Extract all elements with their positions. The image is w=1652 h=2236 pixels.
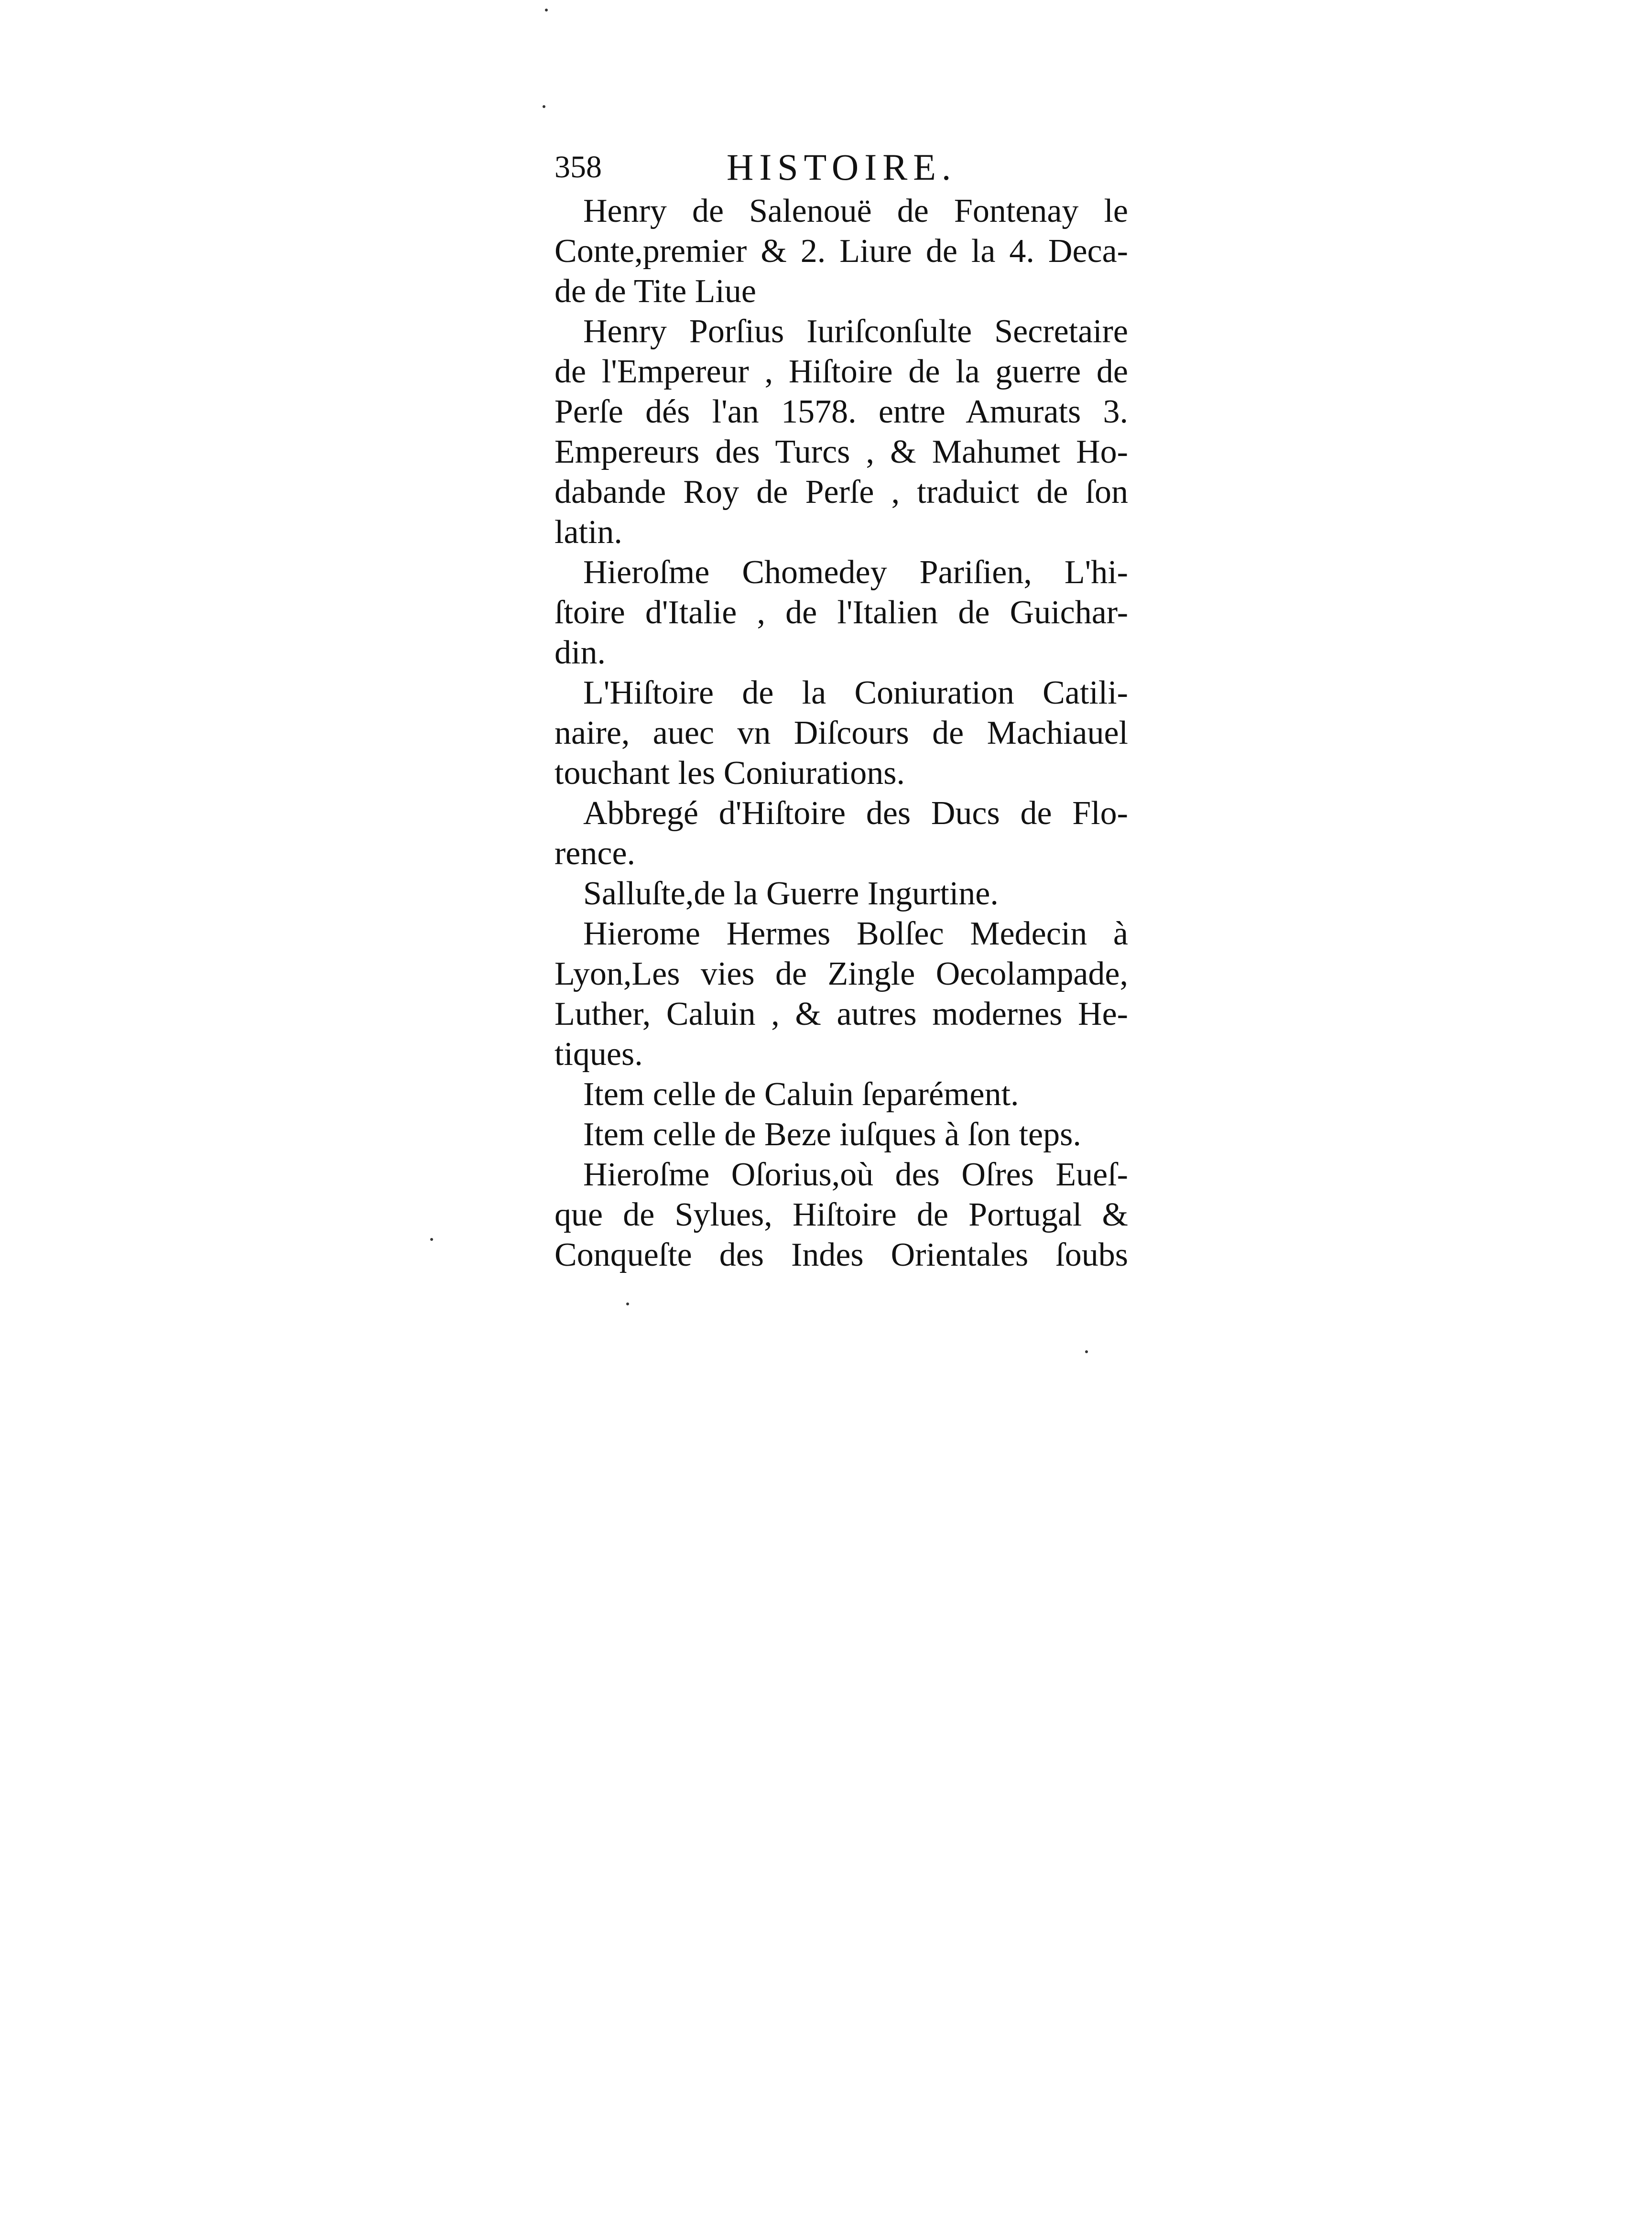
ink-speck [626, 1303, 629, 1305]
entry-chomedey [554, 553, 1128, 673]
entry-line: ſtoire d'Italie , de l'Italien de Guichar- [554, 594, 1128, 631]
entry-line: Empereurs des Turcs , & Mahumet Ho- [554, 434, 1128, 470]
text-block [554, 143, 1128, 1275]
entry-line: Hieroſme Chomedey Pariſien, L'hi- [583, 554, 1128, 591]
entry-line: din. [554, 634, 606, 671]
running-head: HISTOIRE. [727, 146, 957, 188]
entry-line: Conqueſte des Indes Orientales ſoubs [554, 1237, 1128, 1273]
entry-line: Conte,premier & 2. Liure de la 4. Deca- [554, 233, 1128, 270]
ink-speck [1085, 1350, 1088, 1353]
entry-line: que de Sylues, Hiſtoire de Portugal & [554, 1196, 1128, 1233]
entry-coniuration [554, 673, 1128, 793]
entry-ducs-florence [554, 793, 1128, 874]
entry-line: rence. [554, 835, 636, 872]
ink-speck [545, 9, 548, 11]
entry-line: Henry Porſius Iuriſconſulte Secretaire [583, 313, 1128, 350]
page-header [554, 143, 1128, 191]
entry-porsius [554, 312, 1128, 553]
entry-line: Henry de Salenouë de Fontenay le [583, 193, 1128, 229]
entry-line: Perſe dés l'an 1578. entre Amurats 3. [554, 393, 1128, 430]
entry-line: tiques. [554, 1036, 643, 1073]
entry-line: latin. [554, 514, 622, 551]
entry-line: Item celle de Caluin ſeparément. [583, 1076, 1019, 1113]
entry-line: Luther, Caluin , & autres modernes He- [554, 996, 1128, 1032]
entry-line: Hierome Hermes Bolſec Medecin à [583, 915, 1128, 952]
entry-line: dabande Roy de Perſe , traduict de ſon [554, 474, 1128, 510]
ink-speck [430, 1238, 433, 1241]
entry-bolsec [554, 914, 1128, 1075]
entry-line: L'Hiſtoire de la Coniuration Catili- [583, 674, 1128, 711]
entry-salenoue [554, 191, 1128, 312]
entry-osorius [554, 1155, 1128, 1275]
entry-line: Salluſte,de la Guerre Ingurtine. [583, 875, 999, 912]
entry-line: de de Tite Liue [554, 273, 756, 310]
entry-line: naire, auec vn Diſcours de Machiauel [554, 715, 1128, 751]
entry-line: touchant les Coniurations. [554, 755, 905, 792]
entry-line: de l'Empereur , Hiſtoire de la guerre de [554, 353, 1128, 390]
entry-line: Lyon,Les vies de Zingle Oecolampade, [554, 955, 1128, 992]
ink-speck [543, 105, 545, 108]
entry-line: Hieroſme Oſorius,où des Oſres Eueſ- [583, 1156, 1128, 1193]
page-number: 358 [554, 150, 602, 185]
entry-line: Item celle de Beze iuſques à ſon teps. [583, 1116, 1081, 1153]
entry-beze [554, 1115, 1128, 1155]
entry-list [554, 191, 1128, 1275]
entry-caluin [554, 1075, 1128, 1115]
entry-line: Abbregé d'Hiſtoire des Ducs de Flo- [583, 795, 1128, 832]
entry-salluste [554, 874, 1128, 914]
